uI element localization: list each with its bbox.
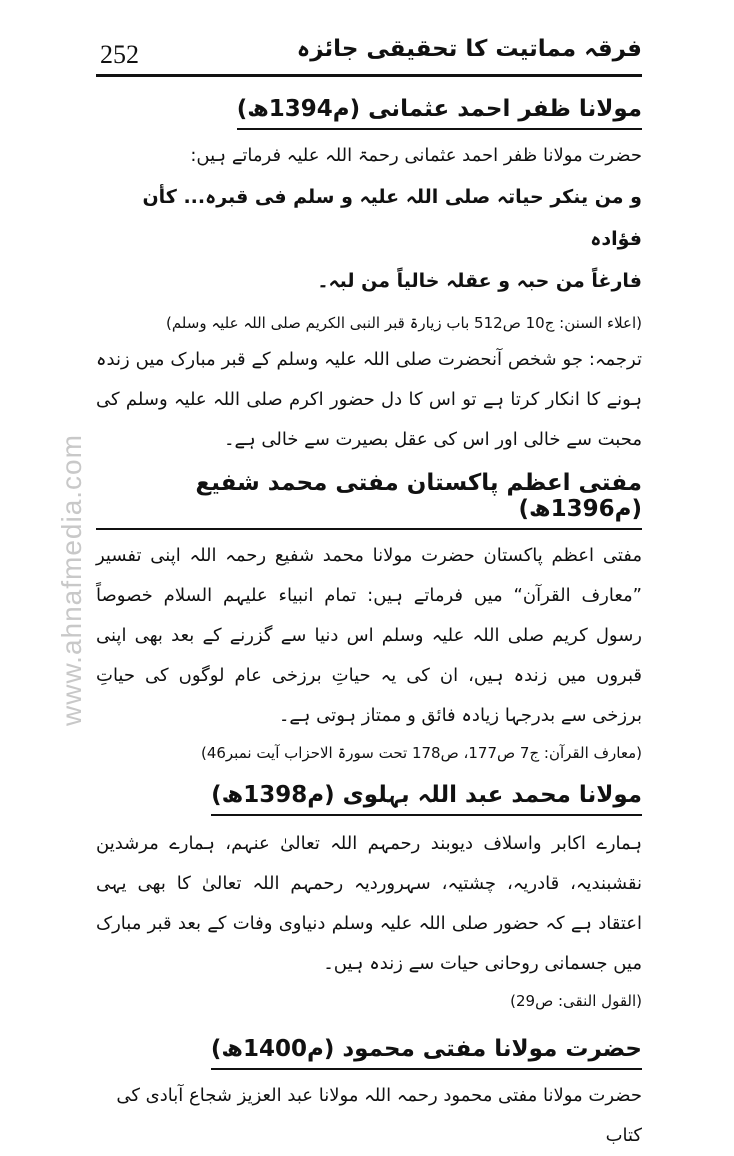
section-intro: حضرت مولانا ظفر احمد عثمانی رحمۃ اللہ علیہ فرماتے ہیں: bbox=[190, 145, 642, 166]
section-zafar-ahmad-usmani bbox=[96, 92, 642, 460]
section-heading: حضرت مولانا مفتی محمود (م1400ھ) bbox=[211, 1032, 642, 1070]
section-abdullah-bahlavi bbox=[96, 778, 642, 1018]
section-mufti-mahmood bbox=[96, 1032, 642, 1156]
page-number: 252 bbox=[100, 40, 139, 69]
section-paragraph: ہمارے اکابر واسلاف دیوبند رحمہم اللہ تعالیٰ عنہم، ہمارے مرشدین نقشبندیہ، قادریہ، چشتیہ، سہروردیہ رحمہم اللہ تعالیٰ کا بھی یہی اعتقاد ہے کہ حضور صلی اللہ علیہ وسلم دنیاوی وفات کے بعد قبر مبارک میں جسمانی روحانی حیات سے زندہ ہیں۔ bbox=[96, 833, 642, 974]
watermark-text: www.ahnafmedia.com bbox=[56, 434, 87, 726]
arabic-quote-line: و من ینکر حیاتہ صلی اللہ علیہ و سلم فی قبرہ... کأن فؤادہ bbox=[142, 186, 642, 250]
section-heading: مولانا ظفر احمد عثمانی (م1394ھ) bbox=[237, 92, 642, 130]
section-mufti-shafi bbox=[96, 466, 642, 770]
header-rule bbox=[96, 74, 642, 77]
section-heading: مفتی اعظم پاکستان مفتی محمد شفیع (م1396ھ) bbox=[96, 466, 642, 530]
section-paragraph: مفتی اعظم پاکستان حضرت مولانا محمد شفیع رحمہ اللہ اپنی تفسیر ”معارف القرآن“ میں فرماتے ہیں: تمام انبیاء علیہم السلام خصوصاً رسول کریم صلی اللہ علیہ وسلم اس دنیا سے گزرنے کے بعد بھی اپنی قبروں میں زندہ ہیں، ان کی یہ حیاتِ برزخی عام لوگوں کی حیاتِ برزخی سے بدرجہا زیادہ فائق و ممتاز ہوتی ہے۔ bbox=[96, 545, 642, 726]
running-title: فرقہ مماتیت کا تحقیقی جائزہ bbox=[296, 36, 642, 62]
reference-citation: (اعلاء السنن: ج10 ص512 باب زیارۃ قبر النبی الکریم صلی اللہ علیہ وسلم) bbox=[165, 314, 642, 332]
reference-citation: (القول النقی: ص29) bbox=[510, 992, 642, 1010]
translation-paragraph: ترجمہ: جو شخص آنحضرت صلی اللہ علیہ وسلم کے قبر مبارک میں زندہ ہونے کا انکار کرتا ہے تو اس کا دل حضور اکرم صلی اللہ علیہ وسلم کی محبت سے خالی اور اس کی عقل بصیرت سے خالی ہے۔ bbox=[96, 349, 642, 450]
page-content bbox=[96, 84, 642, 1156]
arabic-quote-line: فارغاً من حبہ و عقلہ خالیاً من لبہ۔ bbox=[317, 270, 642, 292]
reference-citation: (معارف القرآن: ج7 ص177، ص178 تحت سورۃ الاحزاب آیت نمبر46) bbox=[200, 744, 642, 762]
section-heading: مولانا محمد عبد اللہ بہلوی (م1398ھ) bbox=[211, 778, 642, 816]
section-paragraph: حضرت مولانا مفتی محمود رحمہ اللہ مولانا عبد العزیز شجاع آبادی کی کتاب bbox=[116, 1085, 642, 1146]
